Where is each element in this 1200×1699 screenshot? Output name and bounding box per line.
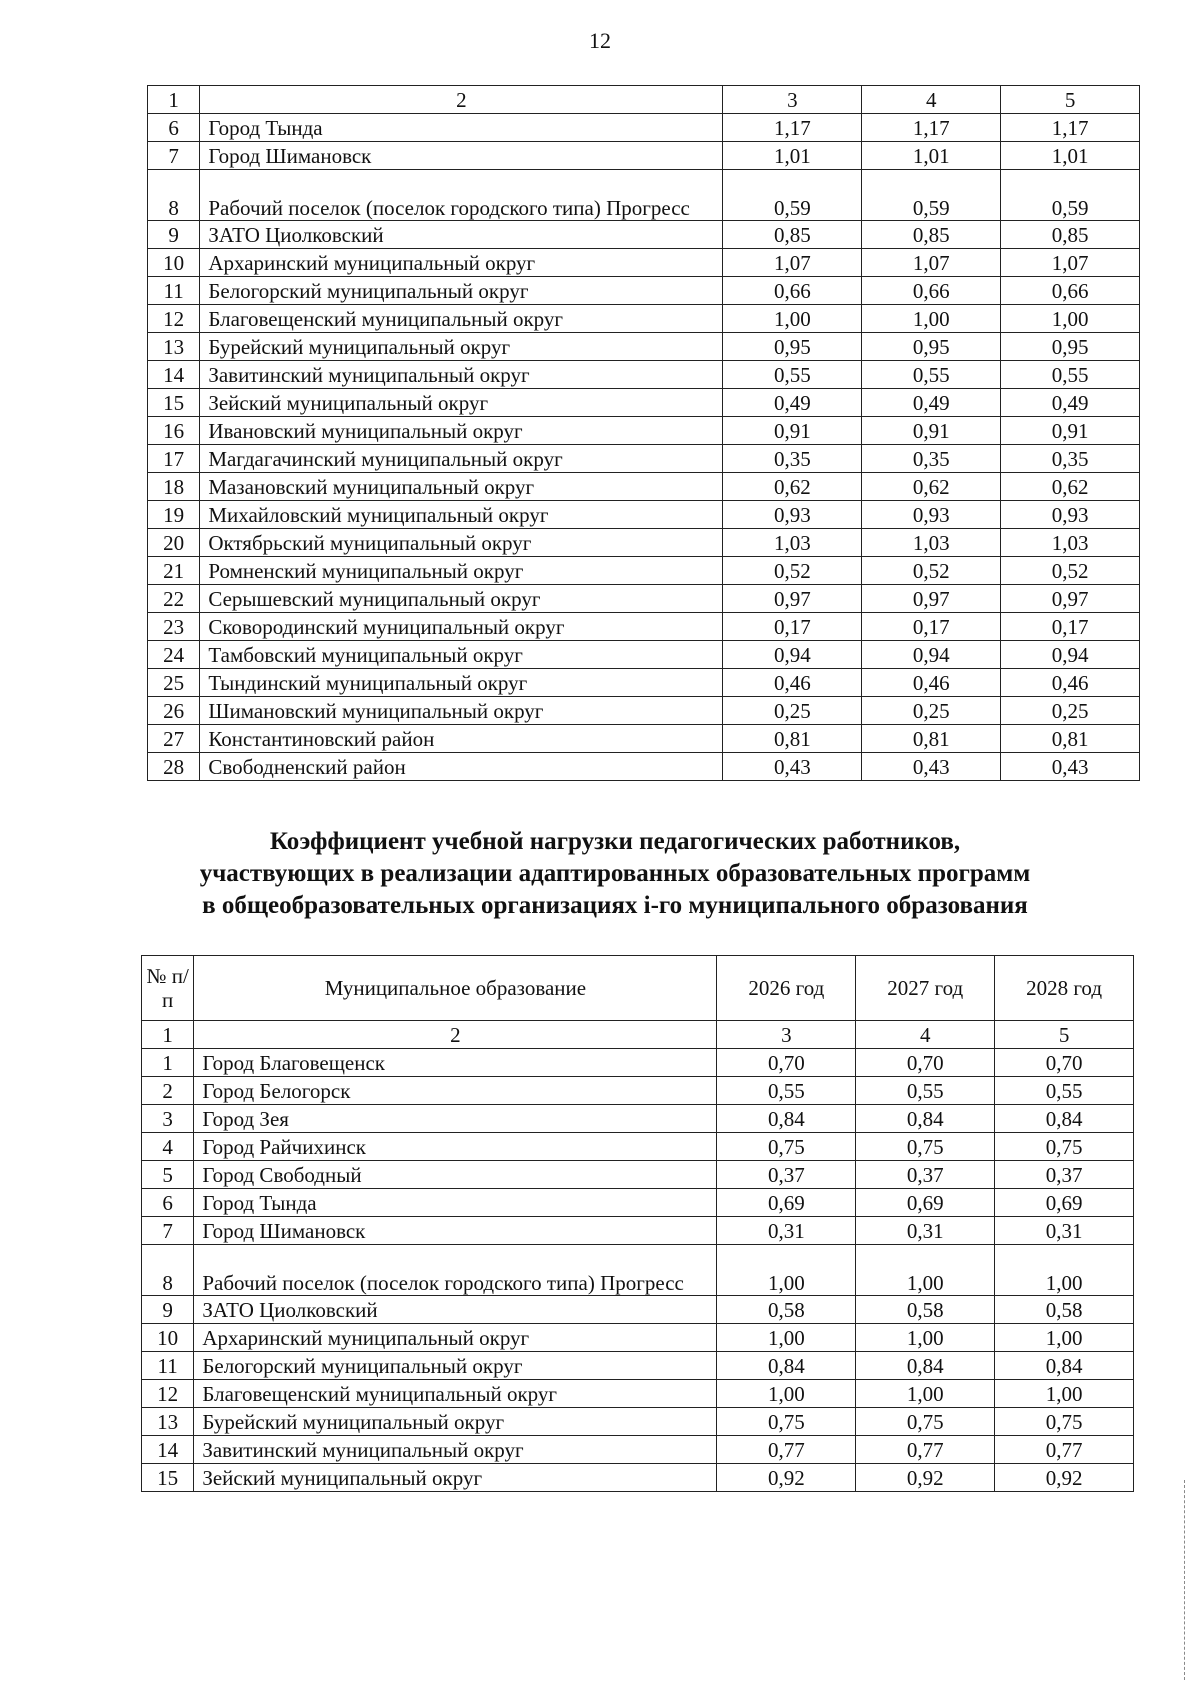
value-cell: 0,69	[995, 1189, 1134, 1217]
value-cell: 1,00	[995, 1380, 1134, 1408]
table-row	[148, 170, 1140, 221]
value-cell: 0,84	[856, 1352, 995, 1380]
table-row	[142, 1324, 1134, 1352]
adapted-programs-coefficient-table	[141, 955, 1134, 1492]
section-heading	[120, 826, 1110, 922]
index-cell: 1	[148, 86, 200, 114]
row-number: 21	[148, 557, 200, 585]
value-cell: 1,03	[723, 529, 862, 557]
value-cell: 0,93	[723, 501, 862, 529]
table-row	[148, 221, 1140, 249]
value-cell: 0,31	[856, 1217, 995, 1245]
municipality-name: Рабочий поселок (поселок городского типа) Прогресс	[200, 170, 723, 221]
row-number: 13	[142, 1408, 194, 1436]
value-cell: 0,66	[723, 277, 862, 305]
value-cell: 0,55	[862, 361, 1001, 389]
row-number: 14	[148, 361, 200, 389]
column-header-2027: 2027 год	[856, 956, 995, 1021]
municipality-name: Тындинский муниципальный округ	[200, 669, 723, 697]
value-cell: 0,70	[717, 1049, 856, 1077]
value-cell: 0,70	[995, 1049, 1134, 1077]
value-cell: 0,59	[723, 170, 862, 221]
table-row	[148, 725, 1140, 753]
table-row	[142, 1408, 1134, 1436]
value-cell: 0,85	[723, 221, 862, 249]
municipality-name: Зейский муниципальный округ	[200, 389, 723, 417]
value-cell: 0,52	[1001, 557, 1140, 585]
value-cell: 0,17	[862, 613, 1001, 641]
value-cell: 0,97	[862, 585, 1001, 613]
municipality-name: ЗАТО Циолковский	[200, 221, 723, 249]
column-header-2028: 2028 год	[995, 956, 1134, 1021]
row-number: 10	[148, 249, 200, 277]
index-cell: 5	[1001, 86, 1140, 114]
value-cell: 0,85	[1001, 221, 1140, 249]
value-cell: 0,58	[717, 1296, 856, 1324]
value-cell: 0,94	[862, 641, 1001, 669]
row-number: 16	[148, 417, 200, 445]
value-cell: 0,25	[1001, 697, 1140, 725]
value-cell: 1,01	[723, 142, 862, 170]
value-cell: 0,52	[862, 557, 1001, 585]
row-number: 1	[142, 1049, 194, 1077]
row-number: 11	[142, 1352, 194, 1380]
table-row	[148, 249, 1140, 277]
value-cell: 1,03	[862, 529, 1001, 557]
municipality-name: Завитинский муниципальный округ	[194, 1436, 717, 1464]
table-row	[148, 114, 1140, 142]
index-cell: 3	[723, 86, 862, 114]
value-cell: 0,81	[1001, 725, 1140, 753]
value-cell: 0,94	[1001, 641, 1140, 669]
table-row	[148, 445, 1140, 473]
municipality-name: Архаринский муниципальный округ	[200, 249, 723, 277]
value-cell: 0,81	[862, 725, 1001, 753]
row-number: 12	[142, 1380, 194, 1408]
table-row	[142, 1189, 1134, 1217]
row-number: 11	[148, 277, 200, 305]
municipality-name: Октябрьский муниципальный округ	[200, 529, 723, 557]
row-number: 26	[148, 697, 200, 725]
table-row	[148, 333, 1140, 361]
row-number: 15	[148, 389, 200, 417]
row-number: 13	[148, 333, 200, 361]
value-cell: 0,94	[723, 641, 862, 669]
table-row	[142, 1380, 1134, 1408]
table-row	[142, 1217, 1134, 1245]
table1-body	[148, 86, 1140, 781]
value-cell: 0,43	[1001, 753, 1140, 781]
value-cell: 1,01	[862, 142, 1001, 170]
value-cell: 0,77	[856, 1436, 995, 1464]
table-row	[148, 585, 1140, 613]
value-cell: 0,93	[1001, 501, 1140, 529]
value-cell: 0,95	[1001, 333, 1140, 361]
value-cell: 0,55	[856, 1077, 995, 1105]
value-cell: 1,17	[1001, 114, 1140, 142]
value-cell: 0,62	[1001, 473, 1140, 501]
row-number: 10	[142, 1324, 194, 1352]
table-row	[148, 613, 1140, 641]
value-cell: 0,17	[1001, 613, 1140, 641]
row-number: 17	[148, 445, 200, 473]
municipality-name: Город Шимановск	[200, 142, 723, 170]
table-row	[148, 417, 1140, 445]
value-cell: 1,00	[995, 1245, 1134, 1296]
table-row	[148, 142, 1140, 170]
value-cell: 0,75	[717, 1408, 856, 1436]
value-cell: 0,46	[862, 669, 1001, 697]
value-cell: 1,07	[723, 249, 862, 277]
municipality-name: Бурейский муниципальный округ	[200, 333, 723, 361]
row-number: 3	[142, 1105, 194, 1133]
value-cell: 0,43	[723, 753, 862, 781]
value-cell: 0,59	[1001, 170, 1140, 221]
municipality-name: Константиновский район	[200, 725, 723, 753]
value-cell: 0,55	[995, 1077, 1134, 1105]
table2-index-row	[142, 1021, 1134, 1049]
value-cell: 1,00	[717, 1380, 856, 1408]
municipality-name: Белогорский муниципальный округ	[194, 1352, 717, 1380]
index-cell: 1	[142, 1021, 194, 1049]
row-number: 27	[148, 725, 200, 753]
municipality-name: Белогорский муниципальный округ	[200, 277, 723, 305]
value-cell: 1,00	[862, 305, 1001, 333]
value-cell: 0,95	[862, 333, 1001, 361]
municipality-name: Ивановский муниципальный округ	[200, 417, 723, 445]
column-header-2026: 2026 год	[717, 956, 856, 1021]
heading-line: Коэффициент учебной нагрузки педагогических работников,	[269, 828, 961, 855]
table-row	[148, 277, 1140, 305]
municipality-name: Тамбовский муниципальный округ	[200, 641, 723, 669]
table-row	[142, 1161, 1134, 1189]
table-row	[142, 1296, 1134, 1324]
value-cell: 0,84	[995, 1352, 1134, 1380]
value-cell: 0,31	[717, 1217, 856, 1245]
row-number: 18	[148, 473, 200, 501]
index-cell: 4	[862, 86, 1001, 114]
municipality-name: Рабочий поселок (поселок городского типа) Прогресс	[194, 1245, 717, 1296]
value-cell: 0,75	[856, 1408, 995, 1436]
row-number: 9	[142, 1296, 194, 1324]
value-cell: 0,66	[1001, 277, 1140, 305]
municipality-name: Завитинский муниципальный округ	[200, 361, 723, 389]
table-row	[142, 1105, 1134, 1133]
table-row	[148, 753, 1140, 781]
value-cell: 0,49	[862, 389, 1001, 417]
value-cell: 0,35	[862, 445, 1001, 473]
table-row	[148, 529, 1140, 557]
municipality-name: Архаринский муниципальный округ	[194, 1324, 717, 1352]
value-cell: 1,07	[1001, 249, 1140, 277]
value-cell: 1,00	[717, 1324, 856, 1352]
value-cell: 0,85	[862, 221, 1001, 249]
table-row	[142, 1436, 1134, 1464]
value-cell: 0,37	[717, 1161, 856, 1189]
scan-edge-line	[1184, 1480, 1186, 1680]
index-cell: 2	[194, 1021, 717, 1049]
municipality-name: ЗАТО Циолковский	[194, 1296, 717, 1324]
value-cell: 0,95	[723, 333, 862, 361]
table-row	[148, 697, 1140, 725]
value-cell: 0,92	[995, 1464, 1134, 1492]
municipality-name: Мазановский муниципальный округ	[200, 473, 723, 501]
table-row	[142, 1245, 1134, 1296]
value-cell: 0,69	[856, 1189, 995, 1217]
value-cell: 0,84	[717, 1352, 856, 1380]
row-number: 28	[148, 753, 200, 781]
municipality-name: Город Свободный	[194, 1161, 717, 1189]
municipality-name: Благовещенский муниципальный округ	[194, 1380, 717, 1408]
value-cell: 0,84	[995, 1105, 1134, 1133]
municipality-name: Город Шимановск	[194, 1217, 717, 1245]
column-header-number: № п/п	[142, 956, 194, 1021]
row-number: 7	[148, 142, 200, 170]
value-cell: 1,00	[723, 305, 862, 333]
value-cell: 0,97	[1001, 585, 1140, 613]
value-cell: 0,84	[856, 1105, 995, 1133]
row-number: 15	[142, 1464, 194, 1492]
municipality-name: Город Зея	[194, 1105, 717, 1133]
row-number: 8	[148, 170, 200, 221]
value-cell: 1,00	[856, 1245, 995, 1296]
value-cell: 0,37	[995, 1161, 1134, 1189]
value-cell: 0,69	[717, 1189, 856, 1217]
heading-line: в общеобразовательных организациях i-го муниципального образования	[202, 892, 1028, 919]
row-number: 5	[142, 1161, 194, 1189]
value-cell: 1,00	[717, 1245, 856, 1296]
table2-header-row	[142, 956, 1134, 1021]
table-row	[142, 1352, 1134, 1380]
table-row	[148, 305, 1140, 333]
municipality-name: Сковородинский муниципальный округ	[200, 613, 723, 641]
municipality-name: Свободненский район	[200, 753, 723, 781]
row-number: 19	[148, 501, 200, 529]
municipality-name: Город Тында	[200, 114, 723, 142]
value-cell: 0,62	[862, 473, 1001, 501]
value-cell: 0,35	[1001, 445, 1140, 473]
value-cell: 0,66	[862, 277, 1001, 305]
value-cell: 0,25	[723, 697, 862, 725]
value-cell: 0,75	[995, 1408, 1134, 1436]
value-cell: 0,93	[862, 501, 1001, 529]
row-number: 9	[148, 221, 200, 249]
row-number: 25	[148, 669, 200, 697]
value-cell: 0,70	[856, 1049, 995, 1077]
table-row	[148, 669, 1140, 697]
value-cell: 0,84	[717, 1105, 856, 1133]
index-cell: 3	[717, 1021, 856, 1049]
municipality-name: Михайловский муниципальный округ	[200, 501, 723, 529]
municipality-name: Город Благовещенск	[194, 1049, 717, 1077]
value-cell: 0,25	[862, 697, 1001, 725]
municipality-name: Благовещенский муниципальный округ	[200, 305, 723, 333]
value-cell: 1,17	[723, 114, 862, 142]
table-row	[148, 361, 1140, 389]
table-row	[148, 389, 1140, 417]
municipality-name: Город Тында	[194, 1189, 717, 1217]
value-cell: 0,52	[723, 557, 862, 585]
row-number: 2	[142, 1077, 194, 1105]
value-cell: 1,00	[995, 1324, 1134, 1352]
value-cell: 0,46	[1001, 669, 1140, 697]
value-cell: 1,00	[1001, 305, 1140, 333]
heading-line: участвующих в реализации адаптированных образовательных программ	[199, 860, 1031, 887]
value-cell: 0,62	[723, 473, 862, 501]
value-cell: 0,75	[856, 1133, 995, 1161]
value-cell: 0,75	[717, 1133, 856, 1161]
index-cell: 4	[856, 1021, 995, 1049]
value-cell: 1,03	[1001, 529, 1140, 557]
value-cell: 0,75	[995, 1133, 1134, 1161]
row-number: 6	[142, 1189, 194, 1217]
table-row	[148, 473, 1140, 501]
value-cell: 0,91	[1001, 417, 1140, 445]
value-cell: 0,55	[717, 1077, 856, 1105]
value-cell: 0,77	[995, 1436, 1134, 1464]
table2-body	[142, 956, 1134, 1492]
table-row	[148, 557, 1140, 585]
value-cell: 1,07	[862, 249, 1001, 277]
value-cell: 0,17	[723, 613, 862, 641]
row-number: 12	[148, 305, 200, 333]
row-number: 6	[148, 114, 200, 142]
value-cell: 0,43	[862, 753, 1001, 781]
value-cell: 0,92	[856, 1464, 995, 1492]
row-number: 24	[148, 641, 200, 669]
value-cell: 0,91	[862, 417, 1001, 445]
value-cell: 0,49	[723, 389, 862, 417]
value-cell: 0,35	[723, 445, 862, 473]
table1-index-row	[148, 86, 1140, 114]
municipality-name: Город Райчихинск	[194, 1133, 717, 1161]
coefficient-table-continued	[147, 85, 1140, 781]
value-cell: 0,55	[1001, 361, 1140, 389]
table-row	[142, 1077, 1134, 1105]
row-number: 20	[148, 529, 200, 557]
municipality-name: Бурейский муниципальный округ	[194, 1408, 717, 1436]
municipality-name: Магдагачинский муниципальный округ	[200, 445, 723, 473]
value-cell: 0,31	[995, 1217, 1134, 1245]
municipality-name: Зейский муниципальный округ	[194, 1464, 717, 1492]
table-row	[142, 1464, 1134, 1492]
municipality-name: Серышевский муниципальный округ	[200, 585, 723, 613]
value-cell: 0,58	[995, 1296, 1134, 1324]
municipality-name: Ромненский муниципальный округ	[200, 557, 723, 585]
value-cell: 0,49	[1001, 389, 1140, 417]
value-cell: 0,46	[723, 669, 862, 697]
value-cell: 0,59	[862, 170, 1001, 221]
column-header-municipality: Муниципальное образование	[194, 956, 717, 1021]
value-cell: 0,97	[723, 585, 862, 613]
row-number: 8	[142, 1245, 194, 1296]
row-number: 23	[148, 613, 200, 641]
index-cell: 2	[200, 86, 723, 114]
value-cell: 0,55	[723, 361, 862, 389]
row-number: 7	[142, 1217, 194, 1245]
value-cell: 0,91	[723, 417, 862, 445]
row-number: 4	[142, 1133, 194, 1161]
value-cell: 1,17	[862, 114, 1001, 142]
value-cell: 0,81	[723, 725, 862, 753]
table-row	[148, 501, 1140, 529]
municipality-name: Город Белогорск	[194, 1077, 717, 1105]
index-cell: 5	[995, 1021, 1134, 1049]
table-row	[148, 641, 1140, 669]
table-row	[142, 1133, 1134, 1161]
municipality-name: Шимановский муниципальный округ	[200, 697, 723, 725]
value-cell: 1,00	[856, 1380, 995, 1408]
table-row	[142, 1049, 1134, 1077]
value-cell: 0,77	[717, 1436, 856, 1464]
page-number: 12	[589, 28, 611, 53]
value-cell: 1,00	[856, 1324, 995, 1352]
row-number: 22	[148, 585, 200, 613]
value-cell: 0,37	[856, 1161, 995, 1189]
value-cell: 1,01	[1001, 142, 1140, 170]
row-number: 14	[142, 1436, 194, 1464]
value-cell: 0,92	[717, 1464, 856, 1492]
value-cell: 0,58	[856, 1296, 995, 1324]
